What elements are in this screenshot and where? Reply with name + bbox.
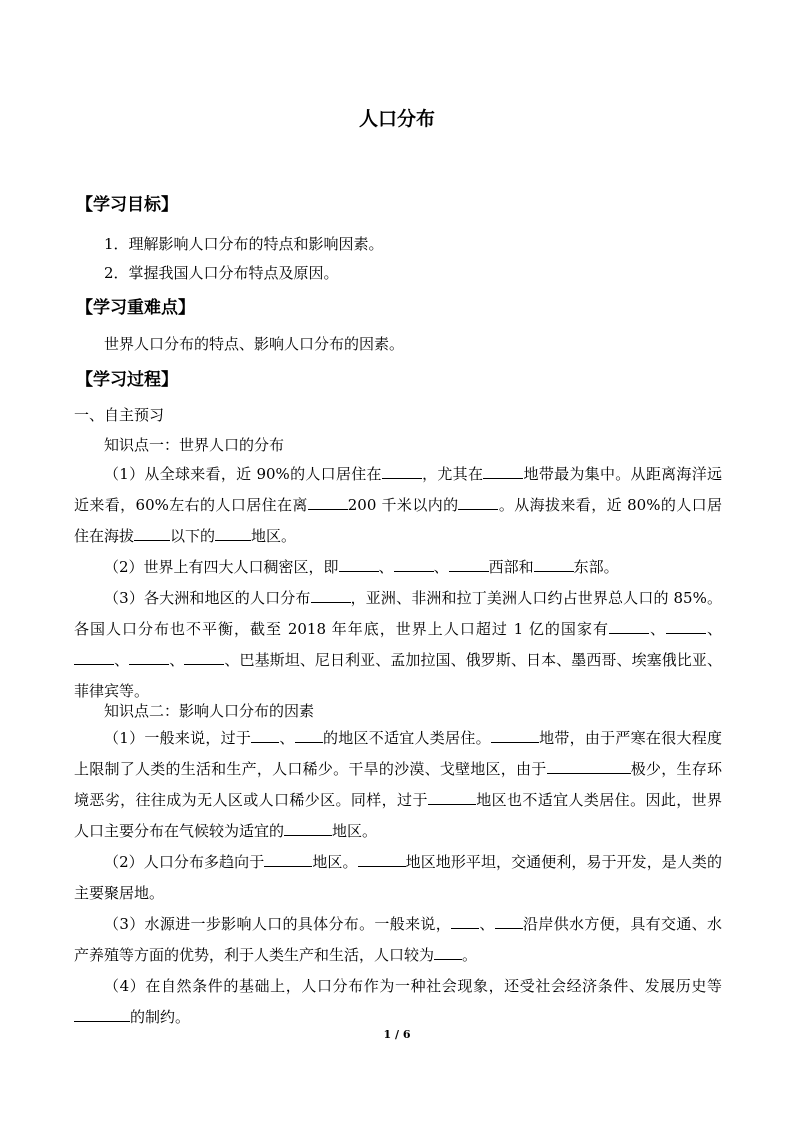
- page-number: 1 / 6: [383, 1028, 411, 1041]
- blank[interactable]: [74, 1007, 130, 1022]
- blank[interactable]: [394, 557, 434, 572]
- blank[interactable]: [358, 852, 406, 867]
- blank[interactable]: [483, 464, 523, 479]
- blank[interactable]: [184, 650, 224, 665]
- blank[interactable]: [308, 495, 348, 510]
- blank[interactable]: [339, 557, 379, 572]
- blank[interactable]: [382, 464, 422, 479]
- blank[interactable]: [449, 557, 489, 572]
- kp1-item-3: （3）各大洲和地区的人口分布 ，亚洲、非洲和拉丁美洲人口约占世界总人口的 85%。各国人口分布也不平衡，截至 2018 年年底，世界上人口超过 1 亿的国家有 、 、、 、 、巴基斯坦、尼日利亚、孟加拉国、俄罗斯、日本、墨西哥、埃塞俄比亚、菲律宾等。: [74, 589, 722, 700]
- blank[interactable]: [295, 728, 323, 743]
- blank[interactable]: [428, 790, 476, 805]
- blank[interactable]: [215, 526, 251, 541]
- blank[interactable]: [491, 728, 539, 743]
- key-points-text: 世界人口分布的特点、影响人口分布的因素。: [104, 335, 405, 353]
- section-preview: 一、自主预习: [74, 406, 165, 424]
- kp2-item-4: （4）在自然条件的基础上，人口分布作为一种社会现象，还受社会经济条件、发展历史等的制约。: [74, 971, 722, 1033]
- process-heading: 【学习过程】: [76, 370, 178, 390]
- blank[interactable]: [451, 914, 479, 929]
- blank[interactable]: [134, 526, 170, 541]
- blank[interactable]: [495, 914, 523, 929]
- kp1-item-2: （2）世界上有四大人口稠密区，即 、 、 西部和 东部。: [104, 558, 619, 576]
- blank[interactable]: [251, 728, 279, 743]
- kp2-item-3: （3）水源进一步影响人口的具体分布。一般来说， 、 沿岸供水方便，具有交通、水产养殖等方面的优势，利于人类生产和生活，人口较为 。: [74, 915, 722, 964]
- kp2-item-1: （1）一般来说，过于 、 的地区不适宜人类居住。 地带，由于严寒在很大程度上限制了人类的生活和生产，人口稀少。干旱的沙漠、戈壁地区，由于 极少，生存环境恶劣，往往成为无人区或人口稀少区。同样，过于 地区也不适宜人类居住。因此，世界人口主要分布在气候较为适宜的 地区。: [74, 729, 722, 840]
- blank[interactable]: [284, 821, 332, 836]
- blank[interactable]: [264, 852, 312, 867]
- knowledge-point-2-title: 知识点二：影响人口分布的因素: [104, 702, 315, 720]
- blank[interactable]: [666, 619, 706, 634]
- goal-item-1: 1．理解影响人口分布的特点和影响因素。: [104, 235, 384, 253]
- blank[interactable]: [434, 945, 462, 960]
- blank[interactable]: [311, 588, 351, 603]
- blank[interactable]: [534, 557, 574, 572]
- blank[interactable]: [609, 619, 649, 634]
- blank[interactable]: [547, 759, 631, 774]
- blank[interactable]: [458, 495, 498, 510]
- knowledge-point-2-body: [74, 723, 722, 1033]
- key-points-heading: 【学习重难点】: [76, 298, 195, 318]
- kp1-item-1: （1）从全球来看，近 90%的人口居住在 ，尤其在 地带最为集中。从距离海洋远近来看，60%左右的人口居住在离 200 千米以内的 。从海拔来看，近 80%的人口居住在海拔 以下的 地区。: [74, 465, 723, 545]
- goals-heading: 【学习目标】: [76, 195, 178, 215]
- knowledge-point-1-title: 知识点一：世界人口的分布: [104, 436, 285, 454]
- page-title: 人口分布: [358, 108, 435, 130]
- goal-item-2: 2．掌握我国人口分布特点及原因。: [104, 264, 339, 282]
- blank[interactable]: [129, 650, 169, 665]
- blank[interactable]: [74, 650, 114, 665]
- knowledge-point-1-body: [74, 459, 722, 707]
- kp2-item-2: （2）人口分布多趋向于 地区。 地区地形平坦，交通便利，易于开发，是人类的主要聚居地。: [74, 853, 722, 902]
